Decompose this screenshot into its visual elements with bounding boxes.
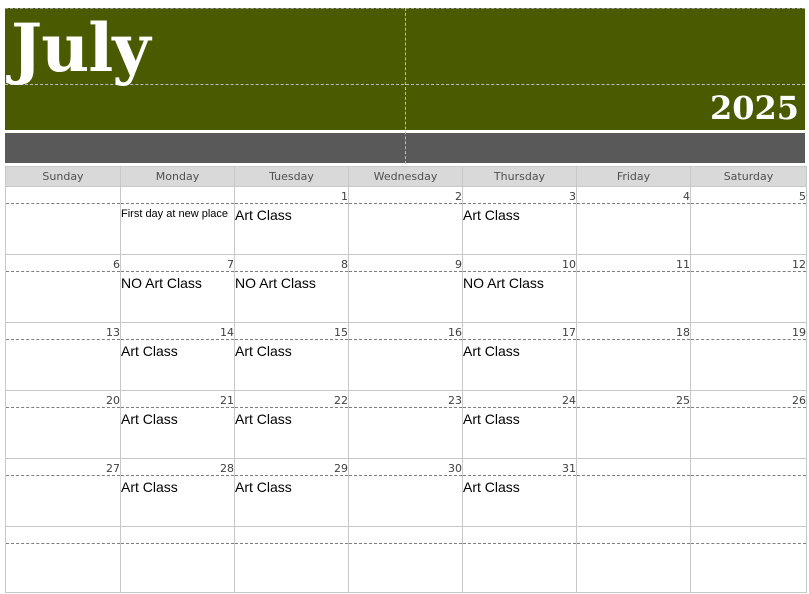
- date-cell[interactable]: 30: [349, 459, 463, 476]
- event-text: Art Class: [463, 343, 520, 359]
- day-header-saturday[interactable]: Saturday: [691, 167, 807, 187]
- event-cell[interactable]: [235, 544, 349, 593]
- year-title[interactable]: 2025: [709, 89, 799, 127]
- event-cell[interactable]: [235, 204, 349, 255]
- day-header-tuesday[interactable]: Tuesday: [235, 167, 349, 187]
- date-cell[interactable]: 11: [577, 255, 691, 272]
- date-cell[interactable]: 4: [577, 187, 691, 204]
- day-of-week-row: [6, 167, 807, 187]
- event-cell[interactable]: [577, 204, 691, 255]
- event-cell[interactable]: [6, 204, 121, 255]
- event-cell[interactable]: [349, 272, 463, 323]
- event-text: Art Class: [463, 207, 520, 223]
- date-cell[interactable]: 17: [463, 323, 577, 340]
- week-6-dates: [6, 527, 807, 544]
- event-cell[interactable]: [121, 340, 235, 391]
- event-text: NO Art Class: [121, 275, 202, 291]
- day-header-friday[interactable]: Friday: [577, 167, 691, 187]
- week-5-dates: [6, 459, 807, 476]
- event-cell[interactable]: [235, 476, 349, 527]
- date-cell[interactable]: 31: [463, 459, 577, 476]
- week-2-dates: [6, 255, 807, 272]
- date-cell[interactable]: [6, 527, 121, 544]
- date-cell[interactable]: 15: [235, 323, 349, 340]
- event-cell[interactable]: [235, 340, 349, 391]
- event-cell[interactable]: [349, 340, 463, 391]
- date-cell[interactable]: [691, 459, 807, 476]
- calendar-header: [5, 8, 805, 130]
- week-4-dates: [6, 391, 807, 408]
- date-cell[interactable]: [691, 527, 807, 544]
- date-cell[interactable]: 1: [235, 187, 349, 204]
- event-cell[interactable]: [577, 272, 691, 323]
- event-cell[interactable]: [577, 408, 691, 459]
- event-text: Art Class: [121, 343, 178, 359]
- date-cell[interactable]: 9: [349, 255, 463, 272]
- event-text: Art Class: [235, 411, 292, 427]
- date-cell[interactable]: 12: [691, 255, 807, 272]
- date-cell[interactable]: [349, 527, 463, 544]
- event-text: NO Art Class: [463, 275, 544, 291]
- event-cell[interactable]: [349, 544, 463, 593]
- event-cell[interactable]: [577, 340, 691, 391]
- calendar-grid: [5, 166, 807, 593]
- event-cell[interactable]: [691, 204, 807, 255]
- event-cell[interactable]: [121, 476, 235, 527]
- date-cell[interactable]: [121, 187, 235, 204]
- event-text: Art Class: [235, 479, 292, 495]
- date-cell[interactable]: 22: [235, 391, 349, 408]
- event-cell[interactable]: [691, 476, 807, 527]
- week-6-events: [6, 544, 807, 593]
- event-cell[interactable]: [235, 272, 349, 323]
- date-cell[interactable]: [577, 527, 691, 544]
- date-cell[interactable]: 29: [235, 459, 349, 476]
- date-cell[interactable]: 20: [6, 391, 121, 408]
- date-cell[interactable]: 21: [121, 391, 235, 408]
- date-cell[interactable]: 19: [691, 323, 807, 340]
- date-cell[interactable]: 7: [121, 255, 235, 272]
- date-cell[interactable]: 25: [577, 391, 691, 408]
- event-cell[interactable]: [121, 204, 235, 255]
- date-cell[interactable]: 5: [691, 187, 807, 204]
- event-cell[interactable]: [235, 408, 349, 459]
- date-cell[interactable]: [121, 527, 235, 544]
- event-cell[interactable]: [6, 272, 121, 323]
- date-cell[interactable]: 28: [121, 459, 235, 476]
- event-cell[interactable]: [349, 476, 463, 527]
- event-text: First day at new place: [121, 208, 228, 220]
- day-header-thursday[interactable]: Thursday: [463, 167, 577, 187]
- event-cell[interactable]: [691, 340, 807, 391]
- week-2-events: [6, 272, 807, 323]
- week-3-dates: [6, 323, 807, 340]
- date-cell[interactable]: 24: [463, 391, 577, 408]
- event-cell[interactable]: [121, 408, 235, 459]
- date-cell[interactable]: 2: [349, 187, 463, 204]
- event-cell[interactable]: [463, 272, 577, 323]
- event-text: Art Class: [121, 479, 178, 495]
- date-cell[interactable]: 27: [6, 459, 121, 476]
- event-text: Art Class: [235, 207, 292, 223]
- event-cell[interactable]: [463, 544, 577, 593]
- event-cell[interactable]: [691, 408, 807, 459]
- event-cell[interactable]: [121, 544, 235, 593]
- date-cell[interactable]: 26: [691, 391, 807, 408]
- date-cell[interactable]: 16: [349, 323, 463, 340]
- event-cell[interactable]: [463, 476, 577, 527]
- day-header-monday[interactable]: Monday: [121, 167, 235, 187]
- event-text: Art Class: [463, 411, 520, 427]
- date-cell[interactable]: 10: [463, 255, 577, 272]
- event-text: Art Class: [463, 479, 520, 495]
- event-cell[interactable]: [577, 544, 691, 593]
- week-3-events: [6, 340, 807, 391]
- event-cell[interactable]: [463, 204, 577, 255]
- week-5-events: [6, 476, 807, 527]
- event-cell[interactable]: [6, 476, 121, 527]
- day-header-sunday[interactable]: Sunday: [6, 167, 121, 187]
- event-cell[interactable]: [463, 408, 577, 459]
- week-1-events: [6, 204, 807, 255]
- event-cell[interactable]: [6, 408, 121, 459]
- date-cell[interactable]: 3: [463, 187, 577, 204]
- event-cell[interactable]: [691, 544, 807, 593]
- month-title[interactable]: July: [11, 9, 150, 87]
- event-cell[interactable]: [6, 340, 121, 391]
- date-cell[interactable]: 13: [6, 323, 121, 340]
- date-cell[interactable]: [235, 527, 349, 544]
- date-cell[interactable]: [463, 527, 577, 544]
- event-cell[interactable]: [121, 272, 235, 323]
- date-cell[interactable]: [6, 187, 121, 204]
- event-cell[interactable]: [349, 408, 463, 459]
- event-cell[interactable]: [577, 476, 691, 527]
- date-cell[interactable]: 6: [6, 255, 121, 272]
- event-cell[interactable]: [691, 272, 807, 323]
- date-cell[interactable]: 18: [577, 323, 691, 340]
- event-cell[interactable]: [6, 544, 121, 593]
- event-text: NO Art Class: [235, 275, 316, 291]
- event-text: Art Class: [235, 343, 292, 359]
- date-cell[interactable]: 8: [235, 255, 349, 272]
- event-cell[interactable]: [463, 340, 577, 391]
- date-cell[interactable]: [577, 459, 691, 476]
- week-1-dates: [6, 187, 807, 204]
- header-gridline-vertical: [405, 8, 406, 164]
- event-cell[interactable]: [349, 204, 463, 255]
- event-text: Art Class: [121, 411, 178, 427]
- date-cell[interactable]: 14: [121, 323, 235, 340]
- day-header-wednesday[interactable]: Wednesday: [349, 167, 463, 187]
- date-cell[interactable]: 23: [349, 391, 463, 408]
- week-4-events: [6, 408, 807, 459]
